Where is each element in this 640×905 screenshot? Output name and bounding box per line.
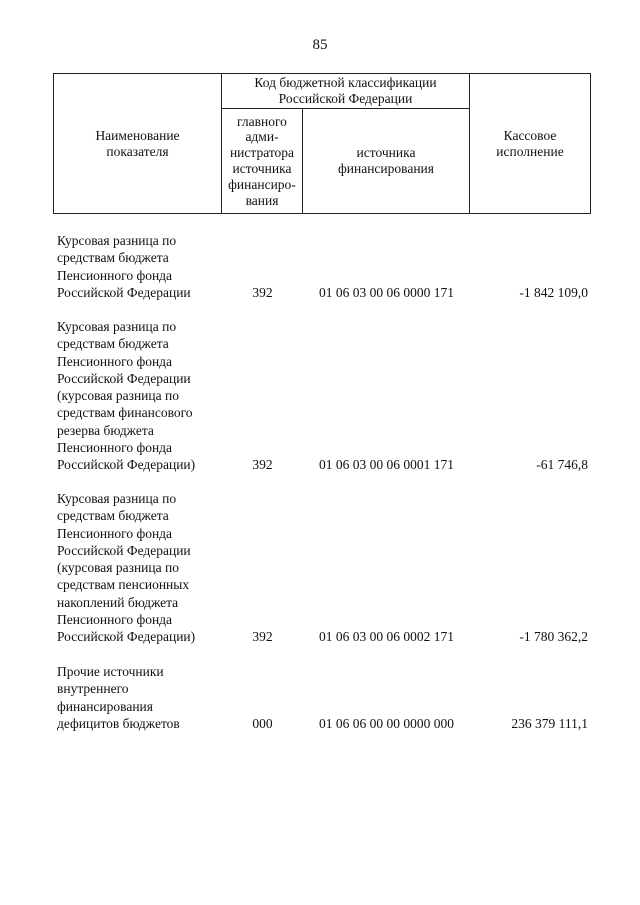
row-amount: 236 379 111,1 <box>511 716 588 731</box>
header-name-label: Наименование показателя <box>95 127 180 159</box>
row-source-code: 01 06 03 00 06 0001 171 <box>319 457 454 472</box>
row-name: Прочие источники внутреннего финансирования дефицитов бюджетов <box>57 664 180 731</box>
row-name: Курсовая разница по средствам бюджета Пенсионного фонда Российской Федерации (курсовая разница по средствам пенсионных накоплений бюджета Пенсионного фонда Российской Федерации) <box>57 491 196 645</box>
row-admin-code: 000 <box>252 716 273 731</box>
header-amount-label: Кассовое исполнение <box>496 127 564 159</box>
row-source-code: 01 06 06 00 00 0000 000 <box>319 716 454 731</box>
row-admin-code: 392 <box>252 629 273 644</box>
row-admin-code: 392 <box>252 285 273 300</box>
header-source <box>303 109 470 214</box>
row-source-code: 01 06 03 00 06 0002 171 <box>319 629 454 644</box>
header-admin-label: главного адми- нистратора источника финансиро- вания <box>228 113 296 208</box>
header-code-group-label: Код бюджетной классификации Российской Федерации <box>254 75 437 106</box>
row-name: Курсовая разница по средствам бюджета Пенсионного фонда Российской Федерации <box>57 233 191 300</box>
header-code-group <box>222 74 470 109</box>
row-admin-code: 392 <box>252 457 273 472</box>
row-amount: -61 746,8 <box>536 457 588 472</box>
page-number: 85 <box>312 37 328 53</box>
table-header <box>53 73 591 214</box>
row-source-code: 01 06 03 00 06 0000 171 <box>319 285 454 300</box>
row-amount: -1 842 109,0 <box>519 285 588 300</box>
header-amount <box>470 74 591 214</box>
row-name: Курсовая разница по средствам бюджета Пенсионного фонда Российской Федерации (курсовая разница по средствам финансового резерва бюджета Пенсионного фонда Российской Федерации) <box>57 319 196 473</box>
row-amount: -1 780 362,2 <box>519 629 588 644</box>
header-name <box>54 74 222 214</box>
header-source-label: источника финансирования <box>338 145 434 176</box>
header-admin <box>222 109 303 214</box>
